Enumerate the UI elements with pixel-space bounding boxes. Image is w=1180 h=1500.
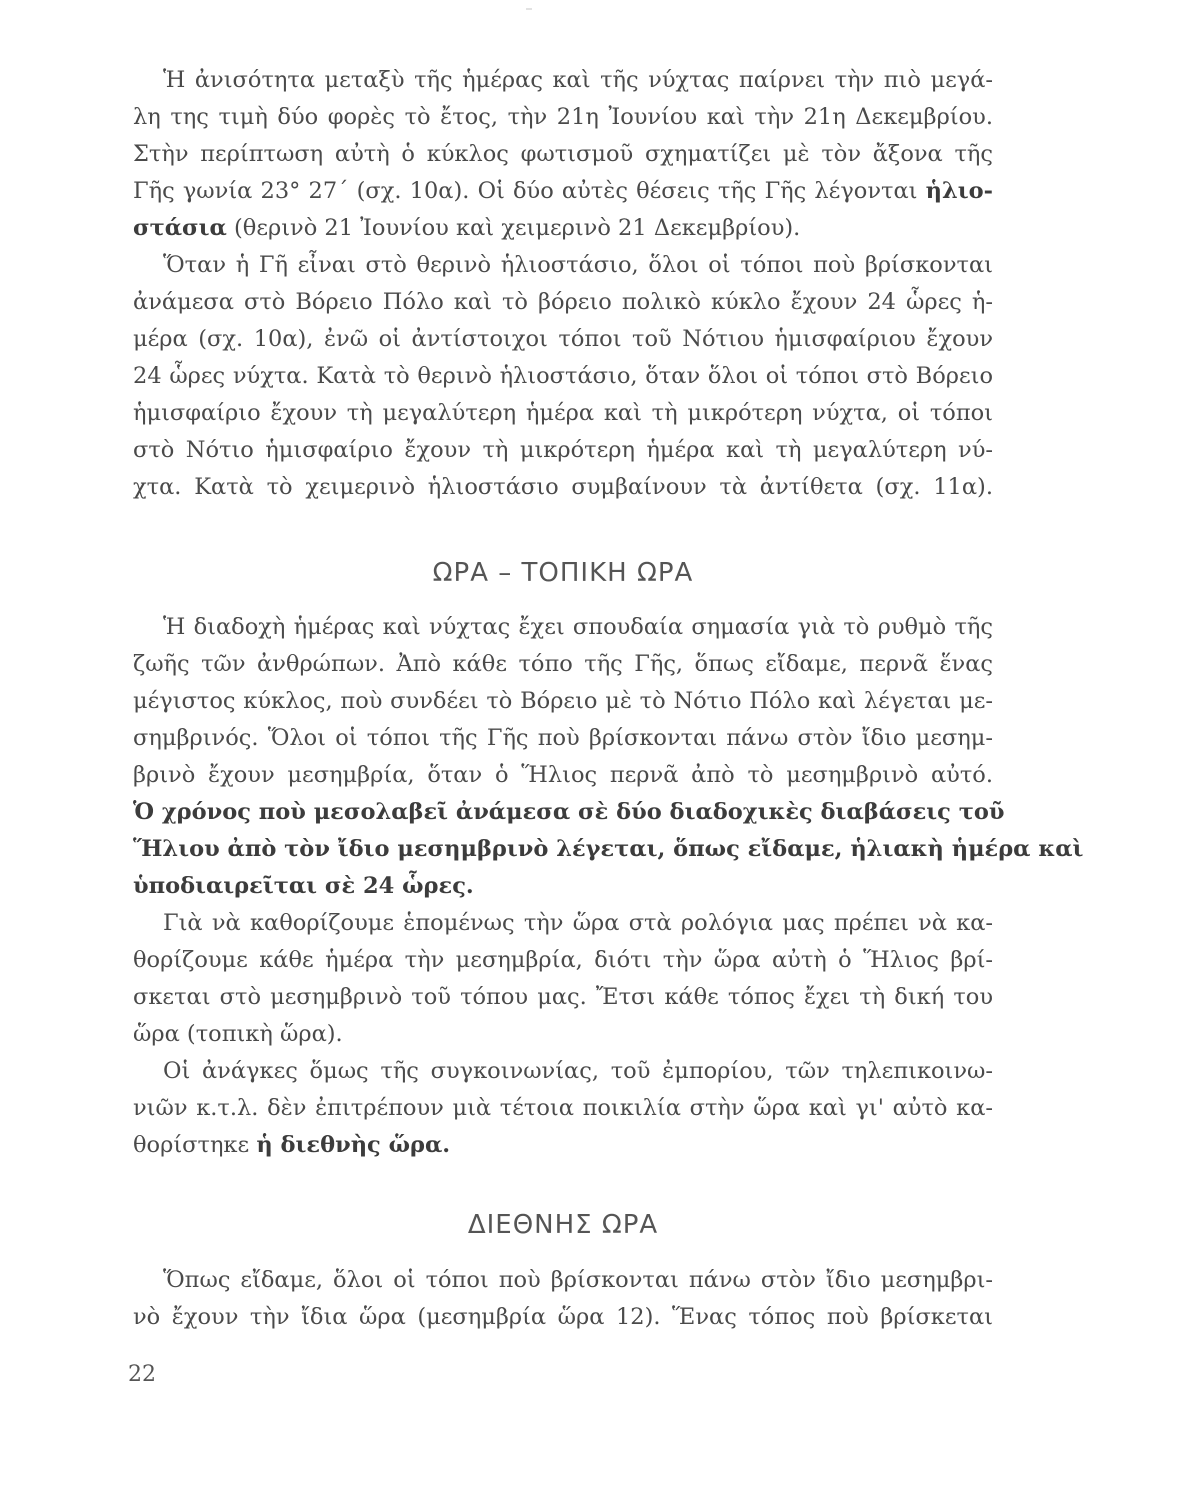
text-line: θορίζουμε κάθε ἡμέρα τὴν μεσημβρία, διότι τὴν ὥρα αὐτὴ ὁ Ἥλιος βρί- <box>133 947 993 973</box>
text-line: χτα. Κατὰ τὸ χειμερινὸ ἡλιοστάσιο συμβαίνουν τὰ ἀντίθετα (σχ. 11α). <box>133 474 993 500</box>
text-line: μέρα (σχ. 10α), ἐνῶ οἱ ἀντίστοιχοι τόποι τοῦ Νότιου ἡμισφαίριου ἔχουν <box>133 326 993 352</box>
section-heading-international-time: ΔΙΕΘΝΗΣ ΩΡΑ <box>467 1210 659 1240</box>
section-heading-local-time: ΩΡΑ – ΤΟΠΙΚΗ ΩΡΑ <box>432 558 694 588</box>
text-line: λη της τιμὴ δύο φορὲς τὸ ἔτος, τὴν 21η Ἰουνίου καὶ τὴν 21η Δεκεμβρίου. <box>133 104 993 130</box>
text-line: ἀνάμεσα στὸ Βόρειο Πόλο καὶ τὸ βόρειο πολικὸ κύκλο ἔχουν 24 ὧρες ἡ- <box>133 289 993 315</box>
text-line-bold: Ὁ χρόνος ποὺ μεσολαβεῖ ἀνάμεσα σὲ δύο διαδοχικὲς διαβάσεις τοῦ <box>133 799 1005 825</box>
text-line: Ὅταν ἡ Γῆ εἶναι στὸ θερινὸ ἡλιοστάσιο, ὅλοι οἱ τόποι ποὺ βρίσκονται <box>163 252 993 278</box>
text-span: θορίστηκε <box>133 1132 257 1158</box>
text-line <box>133 174 993 208</box>
text-line <box>133 211 993 245</box>
text-line: Ἡ διαδοχὴ ἡμέρας καὶ νύχτας ἔχει σπουδαία σημασία γιὰ τὸ ρυθμὸ τῆς <box>163 614 993 640</box>
text-line: Γιὰ νὰ καθορίζουμε ἑπομένως τὴν ὥρα στὰ ρολόγια μας πρέπει νὰ κα- <box>163 910 993 936</box>
text-line: Οἱ ἀνάγκες ὅμως τῆς συγκοινωνίας, τοῦ ἐμπορίου, τῶν τηλεπικοινω- <box>163 1058 993 1084</box>
text-line: σκεται στὸ μεσημβρινὸ τοῦ τόπου μας. Ἔτσι κάθε τόπος ἔχει τὴ δική του <box>133 984 993 1010</box>
text-line: στὸ Νότιο ἡμισφαίριο ἔχουν τὴ μικρότερη ἡμέρα καὶ τὴ μεγαλύτερη νύ- <box>133 437 993 463</box>
text-line: νιῶν κ.τ.λ. δὲν ἐπιτρέπουν μιὰ τέτοια ποικιλία στὴν ὥρα καὶ γι' αὐτὸ κα- <box>133 1095 993 1121</box>
term-bold: ἡ διεθνὴς ὥρα. <box>256 1132 451 1158</box>
text-line: Ἡ ἀνισότητα μεταξὺ τῆς ἡμέρας καὶ τῆς νύχτας παίρνει τὴν πιὸ μεγά- <box>163 67 993 93</box>
page-number: 22 <box>128 1362 156 1387</box>
text-line: ὥρα (τοπικὴ ὥρα). <box>133 1021 343 1047</box>
text-line: μέγιστος κύκλος, ποὺ συνδέει τὸ Βόρειο μὲ τὸ Νότιο Πόλο καὶ λέγεται με- <box>133 688 993 714</box>
text-span: (θερινὸ 21 Ἰουνίου καὶ χειμερινὸ 21 Δεκεμβρίου). <box>226 215 801 241</box>
text-line: βρινὸ ἔχουν μεσημβρία, ὅταν ὁ Ἥλιος περνᾶ ἀπὸ τὸ μεσημβρινὸ αὐτό. <box>133 762 993 788</box>
text-line: 24 ὧρες νύχτα. Κατὰ τὸ θερινὸ ἡλιοστάσιο, ὅταν ὅλοι οἱ τόποι στὸ Βόρειο <box>133 363 993 389</box>
text-line <box>133 1128 993 1162</box>
text-line: Στὴν περίπτωση αὐτὴ ὁ κύκλος φωτισμοῦ σχηματίζει μὲ τὸν ἄξονα τῆς <box>133 141 993 167</box>
text-line: Ὅπως εἴδαμε, ὅλοι οἱ τόποι ποὺ βρίσκονται πάνω στὸν ἴδιο μεσημβρι- <box>163 1267 993 1293</box>
term-bold: στάσια <box>133 215 227 241</box>
scan-speck <box>526 8 532 10</box>
text-line-bold: ὑποδιαιρεῖται σὲ 24 ὧρες. <box>133 873 474 899</box>
text-line: σημβρινός. Ὅλοι οἱ τόποι τῆς Γῆς ποὺ βρίσκονται πάνω στὸν ἴδιο μεσημ- <box>133 725 993 751</box>
text-span: Γῆς γωνία 23° 27΄ (σχ. 10α). Οἱ δύο αὐτὲς θέσεις τῆς Γῆς λέγονται <box>133 178 926 204</box>
term-bold: ἡλιο- <box>925 178 993 204</box>
text-line-bold: Ἥλιου ἀπὸ τὸν ἴδιο μεσημβρινὸ λέγεται, ὅπως εἴδαμε, ἡλιακὴ ἡμέρα καὶ <box>133 836 1084 862</box>
text-line: νὸ ἔχουν τὴν ἴδια ὥρα (μεσημβρία ὥρα 12). Ἕνας τόπος ποὺ βρίσκεται <box>133 1304 993 1330</box>
text-line: ἡμισφαίριο ἔχουν τὴ μεγαλύτερη ἡμέρα καὶ τὴ μικρότερη νύχτα, οἱ τόποι <box>133 400 993 426</box>
text-line: ζωῆς τῶν ἀνθρώπων. Ἀπὸ κάθε τόπο τῆς Γῆς, ὅπως εἴδαμε, περνᾶ ἕνας <box>133 651 993 677</box>
